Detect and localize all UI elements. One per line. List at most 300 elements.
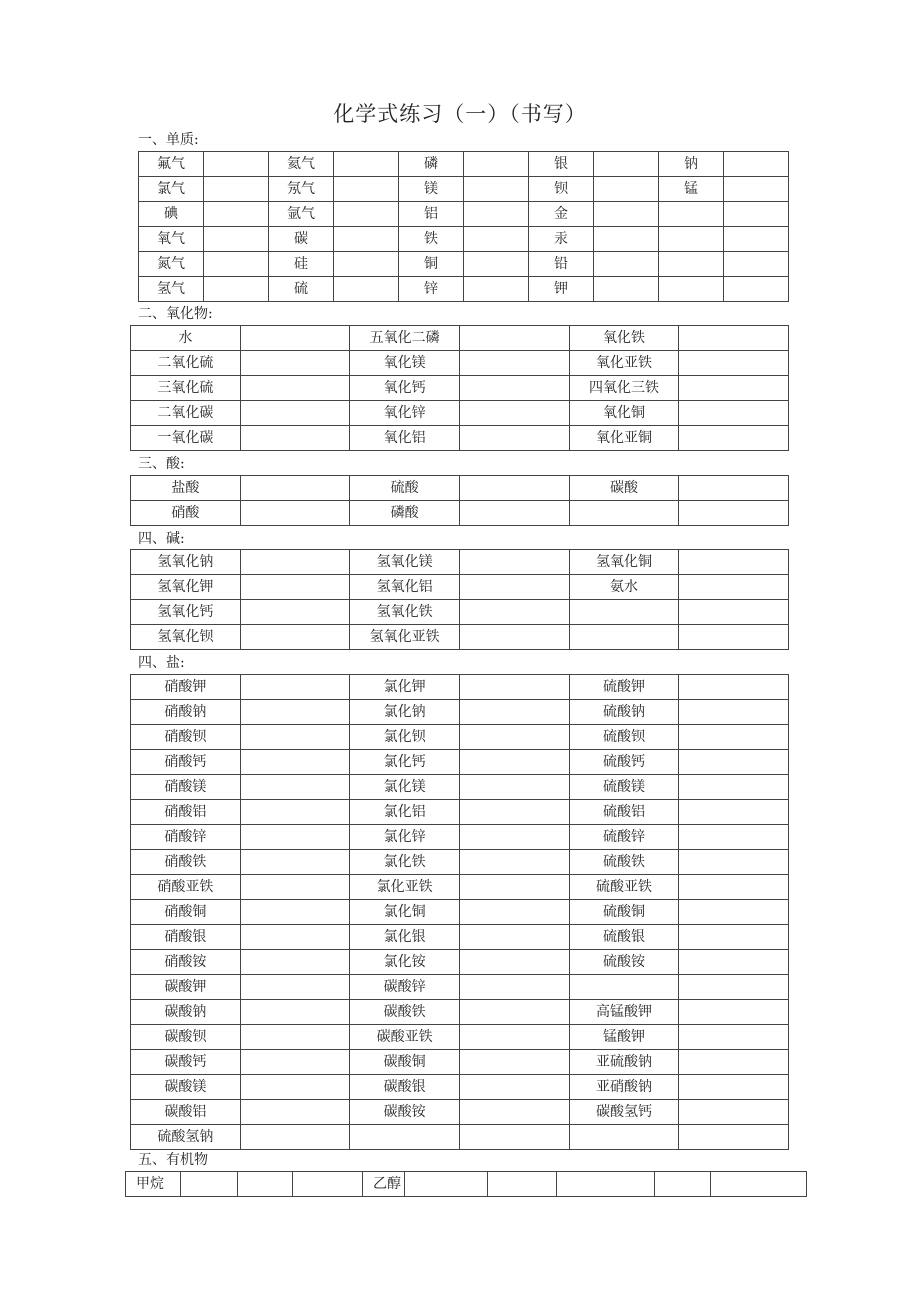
formula-answer-cell[interactable]	[679, 426, 789, 451]
compound-name: 亚硝酸钠	[569, 1075, 679, 1100]
formula-answer-cell[interactable]	[240, 550, 350, 575]
compound-name: 二氧化硫	[131, 351, 241, 376]
formula-answer-cell[interactable]	[240, 1125, 350, 1150]
formula-answer-cell[interactable]	[679, 351, 789, 376]
compound-name: 锌	[399, 277, 464, 302]
formula-answer-cell[interactable]	[594, 177, 659, 202]
compound-name: 氧化亚铁	[569, 351, 679, 376]
compound-name: 氯化亚铁	[350, 875, 460, 900]
formula-answer-cell[interactable]	[240, 725, 350, 750]
formula-answer-cell[interactable]	[204, 252, 269, 277]
table-row	[131, 675, 789, 700]
compound-name: 高锰酸钾	[569, 1000, 679, 1025]
compound-name: 氮气	[139, 252, 204, 277]
compound-name: 甲烷	[126, 1172, 181, 1197]
compound-name: 氢氧化钙	[131, 600, 241, 625]
compound-name: 乙醇	[363, 1172, 405, 1197]
compound-name: 氯化铵	[350, 950, 460, 975]
table-row	[139, 177, 789, 202]
compound-name	[569, 1125, 679, 1150]
formula-answer-cell[interactable]	[459, 600, 569, 625]
formula-answer-cell[interactable]	[459, 1050, 569, 1075]
formula-answer-cell[interactable]	[240, 501, 350, 526]
compound-name: 氢氧化铜	[569, 550, 679, 575]
formula-answer-cell[interactable]	[459, 925, 569, 950]
table-row	[131, 351, 789, 376]
compound-name: 硝酸锌	[131, 825, 241, 850]
table-row	[139, 152, 789, 177]
formula-answer-cell[interactable]	[240, 600, 350, 625]
compound-name: 碳酸铁	[350, 1000, 460, 1025]
table-row	[131, 426, 789, 451]
table-row	[131, 925, 789, 950]
formula-answer-cell[interactable]	[724, 152, 789, 177]
formula-answer-cell[interactable]	[240, 975, 350, 1000]
compound-name: 氯化铁	[350, 850, 460, 875]
formula-answer-cell[interactable]	[459, 625, 569, 650]
section-heading-acids: 三、酸:	[138, 456, 185, 472]
formula-answer-cell[interactable]	[679, 1075, 789, 1100]
organics-table	[125, 1171, 807, 1197]
formula-answer-cell[interactable]	[594, 152, 659, 177]
compound-name: 磷	[399, 152, 464, 177]
formula-answer-cell[interactable]	[459, 1025, 569, 1050]
formula-answer-cell[interactable]	[679, 925, 789, 950]
compound-name: 氢气	[139, 277, 204, 302]
formula-answer-cell[interactable]	[459, 1000, 569, 1025]
table-row	[131, 850, 789, 875]
formula-answer-cell[interactable]	[459, 900, 569, 925]
formula-answer-cell[interactable]	[459, 700, 569, 725]
formula-answer-cell[interactable]	[240, 326, 350, 351]
formula-answer-cell[interactable]	[724, 277, 789, 302]
formula-answer-cell[interactable]	[459, 675, 569, 700]
compound-name: 硅	[269, 252, 334, 277]
formula-answer-cell[interactable]	[464, 277, 529, 302]
compound-name: 硫酸钡	[569, 725, 679, 750]
section-heading-salts: 四、盐:	[138, 655, 185, 671]
formula-answer-cell[interactable]	[679, 1000, 789, 1025]
compound-name: 硝酸铜	[131, 900, 241, 925]
formula-answer-cell[interactable]	[240, 950, 350, 975]
table-row	[131, 326, 789, 351]
compound-name: 氯化铝	[350, 800, 460, 825]
compound-name: 铝	[399, 202, 464, 227]
formula-answer-cell[interactable]	[464, 202, 529, 227]
section-heading-elements: 一、单质:	[138, 132, 199, 148]
compound-name: 氢氧化亚铁	[350, 625, 460, 650]
formula-answer-cell[interactable]	[594, 277, 659, 302]
compound-name: 氯化钾	[350, 675, 460, 700]
compound-name: 钡	[529, 177, 594, 202]
formula-answer-cell[interactable]	[679, 750, 789, 775]
compound-name: 硫酸铵	[569, 950, 679, 975]
compound-name: 硫酸亚铁	[569, 875, 679, 900]
formula-answer-cell[interactable]	[594, 202, 659, 227]
table-row	[131, 1125, 789, 1150]
formula-answer-cell[interactable]	[679, 1050, 789, 1075]
formula-answer-cell[interactable]	[240, 401, 350, 426]
compound-name: 硫酸钠	[569, 700, 679, 725]
formula-answer-cell[interactable]	[240, 675, 350, 700]
formula-answer-cell[interactable]	[679, 950, 789, 975]
compound-name: 三氧化硫	[131, 376, 241, 401]
compound-name: 氧化铝	[350, 426, 460, 451]
formula-answer-cell[interactable]	[459, 476, 569, 501]
compound-name: 氧化亚铜	[569, 426, 679, 451]
formula-answer-cell[interactable]	[459, 950, 569, 975]
compound-name: 盐酸	[131, 476, 241, 501]
formula-answer-cell[interactable]	[679, 675, 789, 700]
formula-answer-cell[interactable]	[459, 1125, 569, 1150]
compound-name: 氯化钠	[350, 700, 460, 725]
compound-name: 锰	[659, 177, 724, 202]
formula-answer-cell[interactable]	[464, 252, 529, 277]
formula-answer-cell[interactable]	[238, 1172, 293, 1197]
compound-name	[659, 277, 724, 302]
formula-answer-cell[interactable]	[334, 252, 399, 277]
formula-answer-cell[interactable]	[240, 900, 350, 925]
compound-name: 二氧化碳	[131, 401, 241, 426]
compound-name	[569, 600, 679, 625]
compound-name: 硫酸	[350, 476, 460, 501]
compound-name: 碳酸镁	[131, 1075, 241, 1100]
compound-name: 氢氧化铝	[350, 575, 460, 600]
oxides-table	[130, 325, 789, 451]
formula-answer-cell[interactable]	[459, 550, 569, 575]
compound-name	[350, 1125, 460, 1150]
compound-name: 锰酸钾	[569, 1025, 679, 1050]
compound-name: 水	[131, 326, 241, 351]
formula-answer-cell[interactable]	[459, 875, 569, 900]
compound-name: 硝酸钠	[131, 700, 241, 725]
table-row	[131, 900, 789, 925]
compound-name: 氨水	[569, 575, 679, 600]
compound-name: 磷酸	[350, 501, 460, 526]
section-heading-oxides: 二、氧化物:	[138, 306, 213, 322]
compound-name: 氧化铜	[569, 401, 679, 426]
compound-name: 氢氧化镁	[350, 550, 460, 575]
table-row	[139, 277, 789, 302]
section-heading-bases: 四、碱:	[138, 531, 185, 547]
compound-name	[569, 975, 679, 1000]
compound-name: 硝酸钾	[131, 675, 241, 700]
compound-name: 四氧化三铁	[569, 376, 679, 401]
formula-answer-cell[interactable]	[240, 925, 350, 950]
formula-answer-cell[interactable]	[679, 775, 789, 800]
compound-name: 硝酸	[131, 501, 241, 526]
compound-name: 硫酸铝	[569, 800, 679, 825]
page-title: 化学式练习（一）（书写）	[333, 102, 587, 126]
formula-answer-cell[interactable]	[594, 227, 659, 252]
formula-answer-cell[interactable]	[405, 1172, 488, 1197]
formula-answer-cell[interactable]	[679, 1125, 789, 1150]
formula-answer-cell[interactable]	[679, 900, 789, 925]
formula-answer-cell[interactable]	[240, 750, 350, 775]
compound-name: 一氧化碳	[131, 426, 241, 451]
table-row	[131, 725, 789, 750]
compound-name	[569, 501, 679, 526]
compound-name: 氦气	[269, 152, 334, 177]
compound-name: 五氧化二磷	[350, 326, 460, 351]
table-row	[131, 975, 789, 1000]
formula-answer-cell[interactable]	[679, 476, 789, 501]
formula-answer-cell[interactable]	[459, 800, 569, 825]
formula-answer-cell[interactable]	[679, 825, 789, 850]
compound-name: 硫酸钙	[569, 750, 679, 775]
table-row	[131, 1075, 789, 1100]
compound-name: 汞	[529, 227, 594, 252]
compound-name: 硝酸镁	[131, 775, 241, 800]
formula-answer-cell[interactable]	[459, 376, 569, 401]
table-row	[131, 401, 789, 426]
compound-name: 碳酸铵	[350, 1100, 460, 1125]
formula-answer-cell[interactable]	[334, 202, 399, 227]
table-row	[131, 700, 789, 725]
table-row	[126, 1172, 807, 1197]
formula-answer-cell[interactable]	[679, 326, 789, 351]
compound-name	[659, 202, 724, 227]
formula-answer-cell[interactable]	[459, 750, 569, 775]
compound-name: 氧化镁	[350, 351, 460, 376]
compound-name: 碳酸氢钙	[569, 1100, 679, 1125]
formula-answer-cell[interactable]	[711, 1172, 807, 1197]
compound-name: 亚硫酸钠	[569, 1050, 679, 1075]
compound-name: 氯化锌	[350, 825, 460, 850]
formula-answer-cell[interactable]	[240, 351, 350, 376]
bases-table	[130, 549, 789, 650]
formula-answer-cell[interactable]	[240, 800, 350, 825]
compound-name: 氢氧化钠	[131, 550, 241, 575]
compound-name: 硫酸镁	[569, 775, 679, 800]
compound-name: 硫酸铁	[569, 850, 679, 875]
formula-answer-cell[interactable]	[240, 476, 350, 501]
compound-name: 硫	[269, 277, 334, 302]
compound-name: 硝酸钙	[131, 750, 241, 775]
compound-name: 氩气	[269, 202, 334, 227]
compound-name: 钾	[529, 277, 594, 302]
formula-answer-cell[interactable]	[240, 426, 350, 451]
formula-answer-cell[interactable]	[459, 426, 569, 451]
compound-name: 碳酸	[569, 476, 679, 501]
formula-answer-cell[interactable]	[240, 575, 350, 600]
compound-name: 碳酸钡	[131, 1025, 241, 1050]
table-row	[131, 600, 789, 625]
compound-name: 碳酸钾	[131, 975, 241, 1000]
formula-answer-cell[interactable]	[240, 875, 350, 900]
compound-name: 硝酸铝	[131, 800, 241, 825]
table-row	[139, 202, 789, 227]
compound-name: 氢氧化钡	[131, 625, 241, 650]
formula-answer-cell[interactable]	[240, 775, 350, 800]
compound-name	[659, 227, 724, 252]
formula-answer-cell[interactable]	[594, 252, 659, 277]
formula-answer-cell[interactable]	[240, 850, 350, 875]
compound-name: 硫酸铜	[569, 900, 679, 925]
compound-name: 氟气	[139, 152, 204, 177]
formula-answer-cell[interactable]	[293, 1172, 363, 1197]
formula-answer-cell[interactable]	[679, 501, 789, 526]
formula-answer-cell[interactable]	[679, 575, 789, 600]
compound-name: 氯化镁	[350, 775, 460, 800]
formula-answer-cell[interactable]	[240, 1100, 350, 1125]
compound-name: 铜	[399, 252, 464, 277]
formula-answer-cell[interactable]	[459, 351, 569, 376]
compound-name: 硝酸亚铁	[131, 875, 241, 900]
formula-answer-cell[interactable]	[334, 152, 399, 177]
compound-name: 铅	[529, 252, 594, 277]
compound-name: 氯化铜	[350, 900, 460, 925]
formula-answer-cell[interactable]	[724, 177, 789, 202]
formula-answer-cell[interactable]	[459, 725, 569, 750]
compound-name: 硫酸氢钠	[131, 1125, 241, 1150]
formula-answer-cell[interactable]	[459, 825, 569, 850]
formula-answer-cell[interactable]	[334, 177, 399, 202]
compound-name: 碳酸亚铁	[350, 1025, 460, 1050]
compound-name: 氧化锌	[350, 401, 460, 426]
compound-name: 碳酸铜	[350, 1050, 460, 1075]
table-row	[131, 625, 789, 650]
compound-name: 碳酸银	[350, 1075, 460, 1100]
formula-answer-cell[interactable]	[679, 625, 789, 650]
table-row	[131, 575, 789, 600]
formula-answer-cell[interactable]	[679, 1100, 789, 1125]
compound-name: 氧化铁	[569, 326, 679, 351]
formula-answer-cell[interactable]	[459, 1100, 569, 1125]
table-row	[131, 1050, 789, 1075]
table-row	[131, 1100, 789, 1125]
compound-name: 氯化钡	[350, 725, 460, 750]
compound-name: 氯化银	[350, 925, 460, 950]
compound-name: 氢氧化钾	[131, 575, 241, 600]
table-row	[131, 775, 789, 800]
formula-answer-cell[interactable]	[679, 875, 789, 900]
formula-answer-cell[interactable]	[240, 1025, 350, 1050]
formula-answer-cell[interactable]	[459, 501, 569, 526]
table-row	[131, 501, 789, 526]
formula-answer-cell[interactable]	[240, 1050, 350, 1075]
formula-answer-cell[interactable]	[679, 800, 789, 825]
compound-name: 钠	[659, 152, 724, 177]
compound-name: 氧化钙	[350, 376, 460, 401]
compound-name: 碳酸钙	[131, 1050, 241, 1075]
elements-table	[138, 151, 789, 302]
formula-answer-cell[interactable]	[724, 202, 789, 227]
compound-name: 碳酸铝	[131, 1100, 241, 1125]
compound-name: 硫酸银	[569, 925, 679, 950]
formula-answer-cell[interactable]	[724, 227, 789, 252]
compound-name: 铁	[399, 227, 464, 252]
formula-answer-cell[interactable]	[679, 850, 789, 875]
table-row	[139, 252, 789, 277]
formula-answer-cell[interactable]	[204, 152, 269, 177]
table-row	[139, 227, 789, 252]
formula-answer-cell[interactable]	[204, 277, 269, 302]
formula-answer-cell[interactable]	[459, 850, 569, 875]
formula-answer-cell[interactable]	[204, 177, 269, 202]
section-heading-organics: 五、有机物	[138, 1152, 208, 1168]
table-row	[131, 875, 789, 900]
compound-name: 氧气	[139, 227, 204, 252]
table-row	[131, 550, 789, 575]
compound-name: 碳酸钠	[131, 1000, 241, 1025]
compound-name: 碘	[139, 202, 204, 227]
formula-answer-cell[interactable]	[679, 700, 789, 725]
table-row	[131, 376, 789, 401]
salts-table	[130, 674, 789, 1150]
formula-answer-cell[interactable]	[464, 177, 529, 202]
formula-answer-cell[interactable]	[240, 700, 350, 725]
formula-answer-cell[interactable]	[240, 1075, 350, 1100]
formula-answer-cell[interactable]	[459, 326, 569, 351]
compound-name: 硝酸银	[131, 925, 241, 950]
table-row	[131, 825, 789, 850]
compound-name: 氯气	[139, 177, 204, 202]
formula-answer-cell[interactable]	[240, 376, 350, 401]
formula-answer-cell[interactable]	[464, 152, 529, 177]
formula-answer-cell[interactable]	[679, 725, 789, 750]
compound-name: 碳酸锌	[350, 975, 460, 1000]
compound-name: 金	[529, 202, 594, 227]
formula-answer-cell[interactable]	[679, 975, 789, 1000]
formula-answer-cell[interactable]	[459, 975, 569, 1000]
formula-answer-cell[interactable]	[655, 1172, 711, 1197]
formula-answer-cell[interactable]	[679, 1025, 789, 1050]
compound-name: 硝酸铁	[131, 850, 241, 875]
table-row	[131, 950, 789, 975]
table-row	[131, 750, 789, 775]
formula-answer-cell[interactable]	[557, 1172, 655, 1197]
table-row	[131, 1025, 789, 1050]
acids-table	[130, 475, 789, 526]
formula-answer-cell[interactable]	[679, 550, 789, 575]
formula-answer-cell[interactable]	[459, 575, 569, 600]
formula-answer-cell[interactable]	[204, 202, 269, 227]
compound-name: 镁	[399, 177, 464, 202]
formula-answer-cell[interactable]	[240, 1000, 350, 1025]
formula-answer-cell[interactable]	[679, 401, 789, 426]
formula-answer-cell[interactable]	[459, 775, 569, 800]
compound-name: 硫酸锌	[569, 825, 679, 850]
formula-answer-cell[interactable]	[240, 825, 350, 850]
compound-name: 硝酸铵	[131, 950, 241, 975]
compound-name: 硫酸钾	[569, 675, 679, 700]
formula-answer-cell[interactable]	[204, 227, 269, 252]
compound-name	[569, 625, 679, 650]
compound-name: 碳	[269, 227, 334, 252]
formula-answer-cell[interactable]	[181, 1172, 238, 1197]
formula-answer-cell[interactable]	[334, 277, 399, 302]
compound-name: 氖气	[269, 177, 334, 202]
compound-name: 氯化钙	[350, 750, 460, 775]
formula-answer-cell[interactable]	[459, 1075, 569, 1100]
table-row	[131, 476, 789, 501]
compound-name: 银	[529, 152, 594, 177]
formula-answer-cell[interactable]	[679, 600, 789, 625]
compound-name: 氢氧化铁	[350, 600, 460, 625]
formula-answer-cell[interactable]	[240, 625, 350, 650]
formula-answer-cell[interactable]	[459, 401, 569, 426]
compound-name	[659, 252, 724, 277]
table-row	[131, 800, 789, 825]
table-row	[131, 1000, 789, 1025]
compound-name: 硝酸钡	[131, 725, 241, 750]
formula-answer-cell[interactable]	[724, 252, 789, 277]
formula-answer-cell[interactable]	[679, 376, 789, 401]
formula-answer-cell[interactable]	[334, 227, 399, 252]
formula-answer-cell[interactable]	[488, 1172, 557, 1197]
formula-answer-cell[interactable]	[464, 227, 529, 252]
